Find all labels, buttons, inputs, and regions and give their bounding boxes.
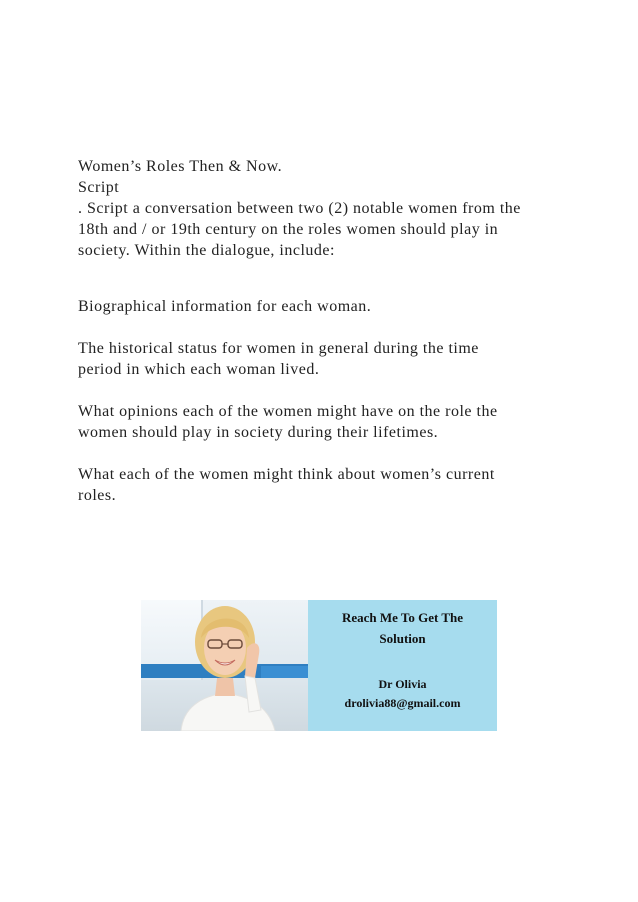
list-item-opinions: women should play in society during their lifetimes. xyxy=(78,424,439,441)
document-heading: Script xyxy=(78,179,120,196)
contact-name: Dr Olivia xyxy=(378,677,427,691)
banner-headline: Reach Me To Get The xyxy=(341,610,464,625)
intro-line: 18th and / or 19th century on the roles women should play in xyxy=(78,221,499,238)
list-item-historical-status: period in which each woman lived. xyxy=(78,361,320,378)
document-title: Women’s Roles Then & Now. xyxy=(78,158,283,175)
list-item-opinions: What opinions each of the women might have on the role the xyxy=(78,403,498,420)
contact-banner xyxy=(141,600,497,731)
list-item-biographical: Biographical information for each woman. xyxy=(78,298,372,315)
contact-email-link[interactable]: drolivia88@gmail.com xyxy=(344,696,461,710)
list-item-current-roles: What each of the women might think about women’s current xyxy=(78,466,495,483)
intro-line: . Script a conversation between two (2) notable women from the xyxy=(78,200,521,217)
list-item-historical-status: The historical status for women in general during the time xyxy=(78,340,479,357)
woman-portrait-illustration xyxy=(141,600,308,731)
contact-info-panel xyxy=(308,600,497,731)
banner-subline: Solution xyxy=(379,631,426,646)
woman-photo xyxy=(141,600,308,731)
document-body xyxy=(78,156,578,506)
intro-line: society. Within the dialogue, include: xyxy=(78,242,335,259)
list-item-current-roles: roles. xyxy=(78,487,117,504)
